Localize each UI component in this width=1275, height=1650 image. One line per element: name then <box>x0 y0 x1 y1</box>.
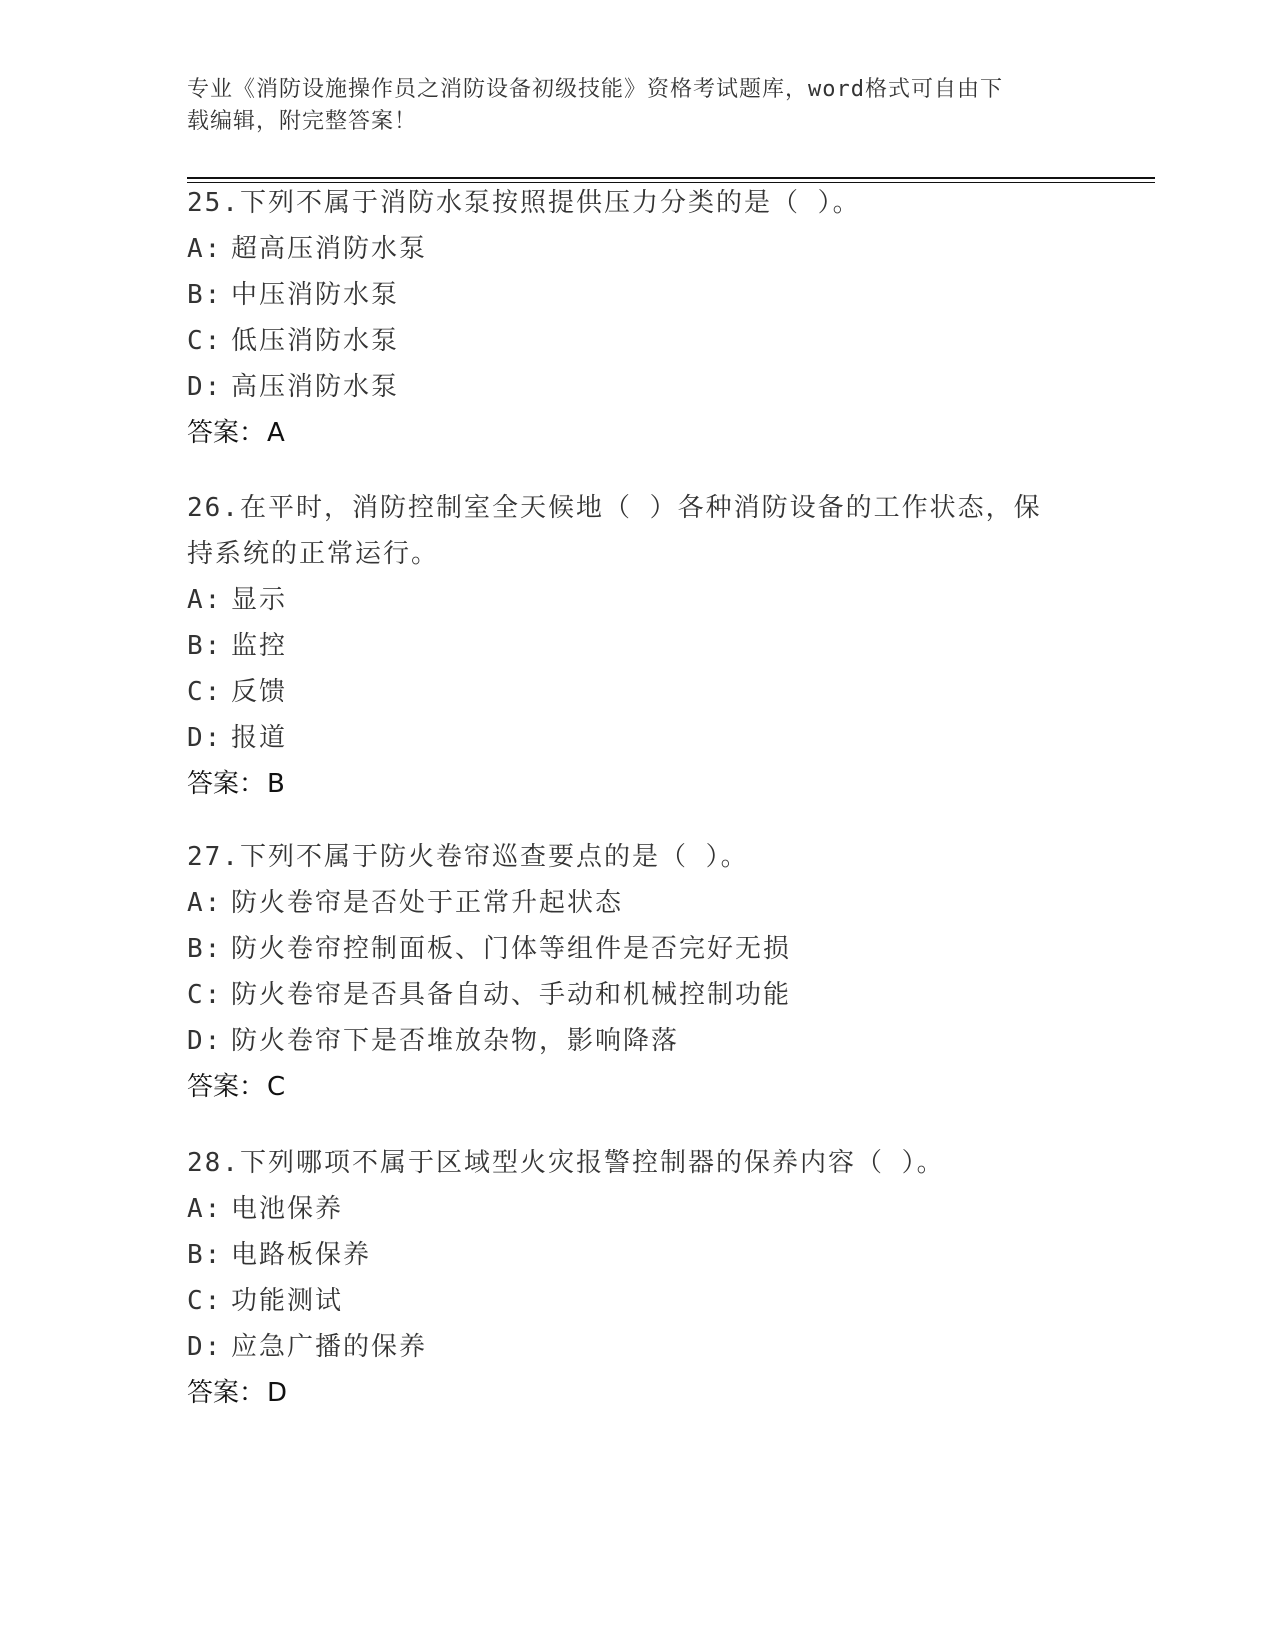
option-b <box>187 926 1087 972</box>
answer-label: 答案： <box>187 418 266 448</box>
option-d <box>187 1324 1087 1370</box>
answer-value: B <box>267 769 285 799</box>
question-stem: 25.下列不属于消防水泵按照提供压力分类的是（ ）。 <box>187 188 861 218</box>
option-letter: C: <box>187 1286 223 1316</box>
option-d <box>187 1018 1087 1064</box>
option-letter: B: <box>187 631 223 661</box>
option-text: 报道 <box>231 723 288 753</box>
option-c <box>187 1278 1087 1324</box>
option-text: 超高压消防水泵 <box>231 234 428 264</box>
option-text: 电路板保养 <box>231 1240 372 1270</box>
option-text: 高压消防水泵 <box>231 372 400 402</box>
option-letter: D: <box>187 1332 223 1362</box>
option-text: 监控 <box>231 631 288 661</box>
option-text: 防火卷帘是否具备自动、手动和机械控制功能 <box>231 980 792 1010</box>
question-28 <box>187 1140 1087 1416</box>
option-text: 中压消防水泵 <box>231 280 400 310</box>
answer-line <box>187 761 1087 807</box>
option-text: 低压消防水泵 <box>231 326 400 356</box>
document-header <box>187 74 1067 138</box>
option-text: 防火卷帘下是否堆放杂物，影响降落 <box>231 1026 680 1056</box>
option-a <box>187 577 1087 623</box>
option-d <box>187 364 1087 410</box>
option-a <box>187 880 1087 926</box>
option-letter: C: <box>187 980 223 1010</box>
option-c <box>187 318 1087 364</box>
option-c <box>187 669 1087 715</box>
option-text: 显示 <box>231 585 288 615</box>
option-letter: A: <box>187 234 223 264</box>
option-text: 电池保养 <box>231 1194 344 1224</box>
answer-line <box>187 1064 1087 1110</box>
option-letter: D: <box>187 723 223 753</box>
option-letter: B: <box>187 280 223 310</box>
answer-line <box>187 410 1087 456</box>
option-a <box>187 1186 1087 1232</box>
answer-line <box>187 1370 1087 1416</box>
header-line-1: 专业《消防设施操作员之消防设备初级技能》资格考试题库，word格式可自由下 <box>187 77 1003 102</box>
answer-value: A <box>267 418 285 448</box>
option-a <box>187 226 1087 272</box>
option-letter: A: <box>187 585 223 615</box>
answer-label: 答案： <box>187 1378 266 1408</box>
option-letter: B: <box>187 1240 223 1270</box>
option-letter: C: <box>187 677 223 707</box>
question-stem-line-2: 持系统的正常运行。 <box>187 539 440 569</box>
question-26 <box>187 485 1087 807</box>
header-line-2: 载编辑，附完整答案！ <box>187 109 418 134</box>
option-letter: A: <box>187 888 223 918</box>
option-text: 反馈 <box>231 677 288 707</box>
option-text: 防火卷帘是否处于正常升起状态 <box>231 888 624 918</box>
option-letter: D: <box>187 1026 223 1056</box>
question-stem-line-1: 26.在平时，消防控制室全天候地（ ）各种消防设备的工作状态，保 <box>187 493 1042 523</box>
option-b <box>187 623 1087 669</box>
answer-value: C <box>267 1072 286 1102</box>
question-25 <box>187 180 1087 456</box>
answer-value: D <box>267 1378 288 1408</box>
option-b <box>187 1232 1087 1278</box>
option-c <box>187 972 1087 1018</box>
option-letter: C: <box>187 326 223 356</box>
option-b <box>187 272 1087 318</box>
answer-label: 答案： <box>187 1072 266 1102</box>
option-text: 功能测试 <box>231 1286 344 1316</box>
option-letter: D: <box>187 372 223 402</box>
question-stem: 27.下列不属于防火卷帘巡查要点的是（ ）。 <box>187 842 749 872</box>
answer-label: 答案： <box>187 769 266 799</box>
option-text: 应急广播的保养 <box>231 1332 428 1362</box>
question-27 <box>187 834 1087 1110</box>
option-letter: B: <box>187 934 223 964</box>
option-d <box>187 715 1087 761</box>
option-letter: A: <box>187 1194 223 1224</box>
question-stem: 28.下列哪项不属于区域型火灾报警控制器的保养内容（ ）。 <box>187 1148 945 1178</box>
option-text: 防火卷帘控制面板、门体等组件是否完好无损 <box>231 934 792 964</box>
